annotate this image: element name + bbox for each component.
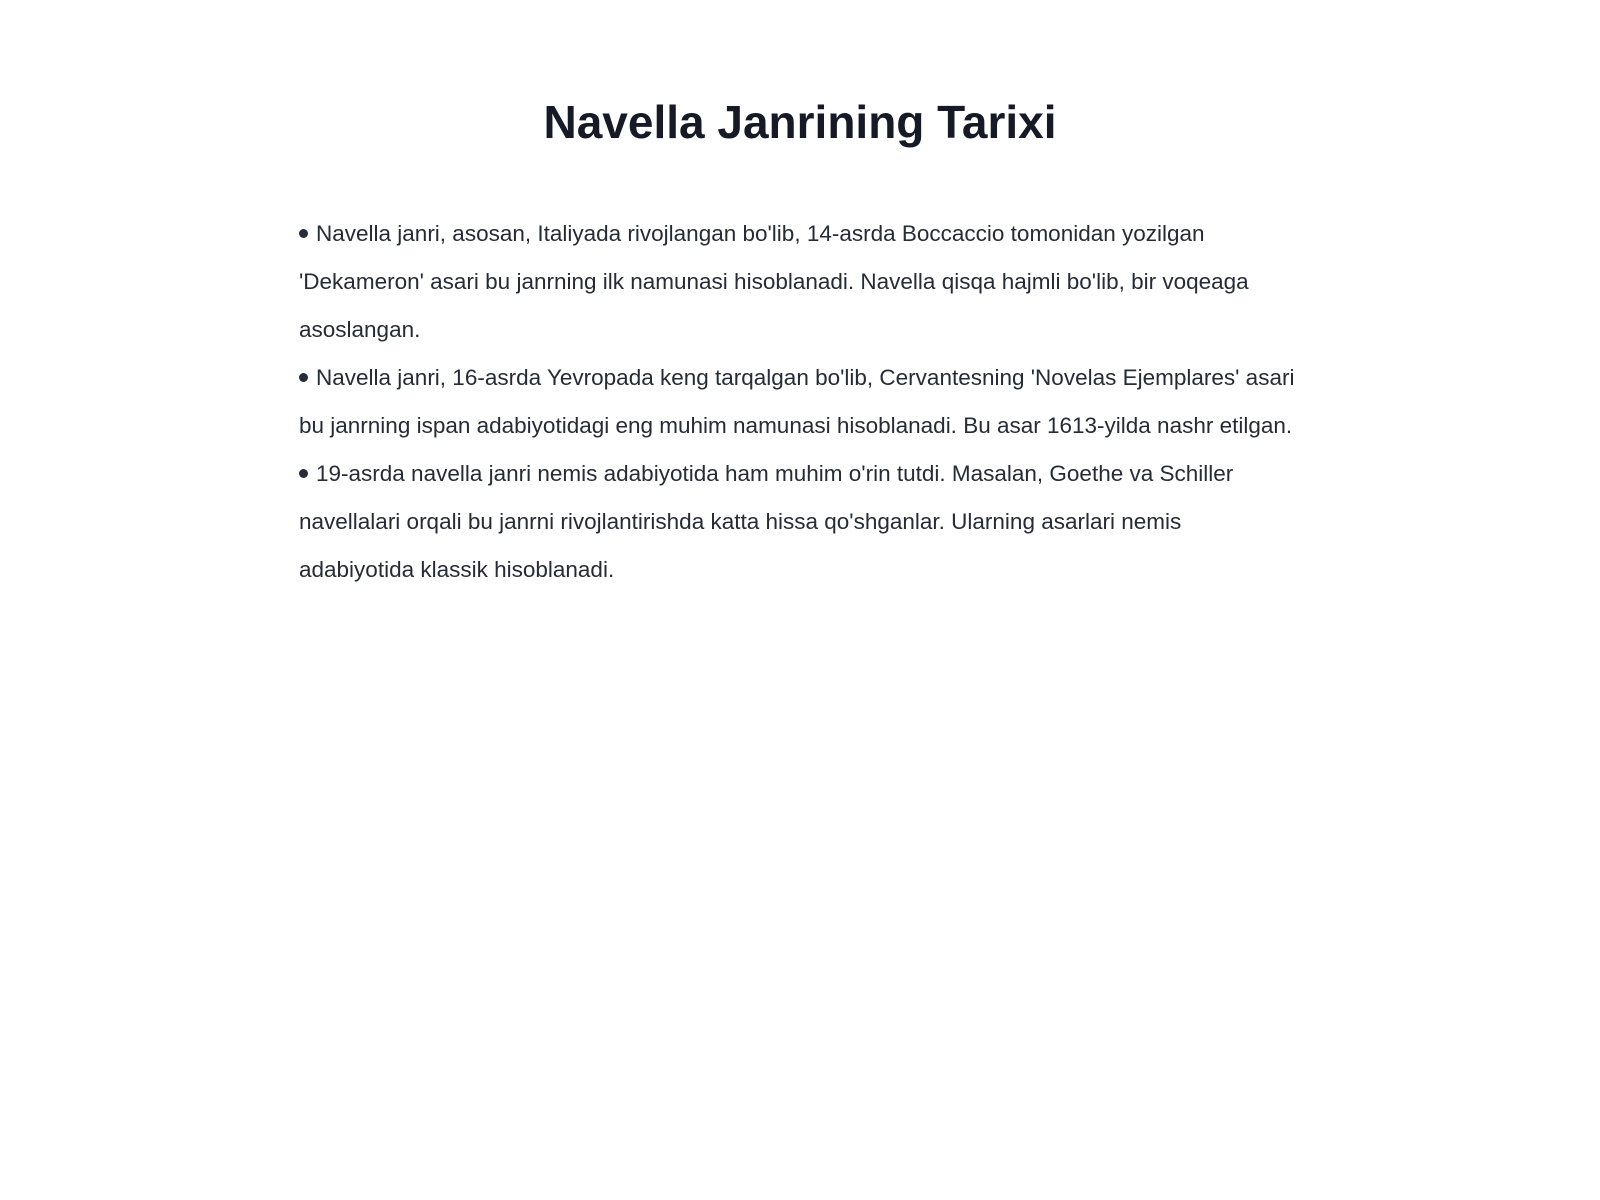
- bullet-icon: [299, 229, 308, 238]
- bullet-text: Navella janri, asosan, Italiyada rivojlangan bo'lib, 14-asrda Boccaccio tomonidan yozilgan 'Dekameron' asari bu janrning ilk namunasi hisoblanadi. Navella qisqa hajmli bo'lib, bir voqeaga asoslangan.: [299, 221, 1249, 342]
- bullet-item: [299, 450, 1299, 594]
- bullet-text: Navella janri, 16-asrda Yevropada keng tarqalgan bo'lib, Cervantesning 'Novelas Ejemplares' asari bu janrning ispan adabiyotidagi eng muhim namunasi hisoblanadi. Bu asar 1613-yilda nashr etilgan.: [299, 365, 1295, 438]
- bullet-list: [299, 210, 1299, 594]
- bullet-item: [299, 354, 1299, 450]
- bullet-icon: [299, 469, 308, 478]
- slide-title: Navella Janrining Tarixi: [543, 96, 1057, 148]
- bullet-icon: [299, 373, 308, 382]
- bullet-item: [299, 210, 1299, 354]
- bullet-text: 19-asrda navella janri nemis adabiyotida ham muhim o'rin tutdi. Masalan, Goethe va Schiller navellalari orqali bu janrni rivojlantirishda katta hissa qo'shganlar. Ularning asarlari nemis adabiyotida klassik hisoblanadi.: [299, 461, 1234, 582]
